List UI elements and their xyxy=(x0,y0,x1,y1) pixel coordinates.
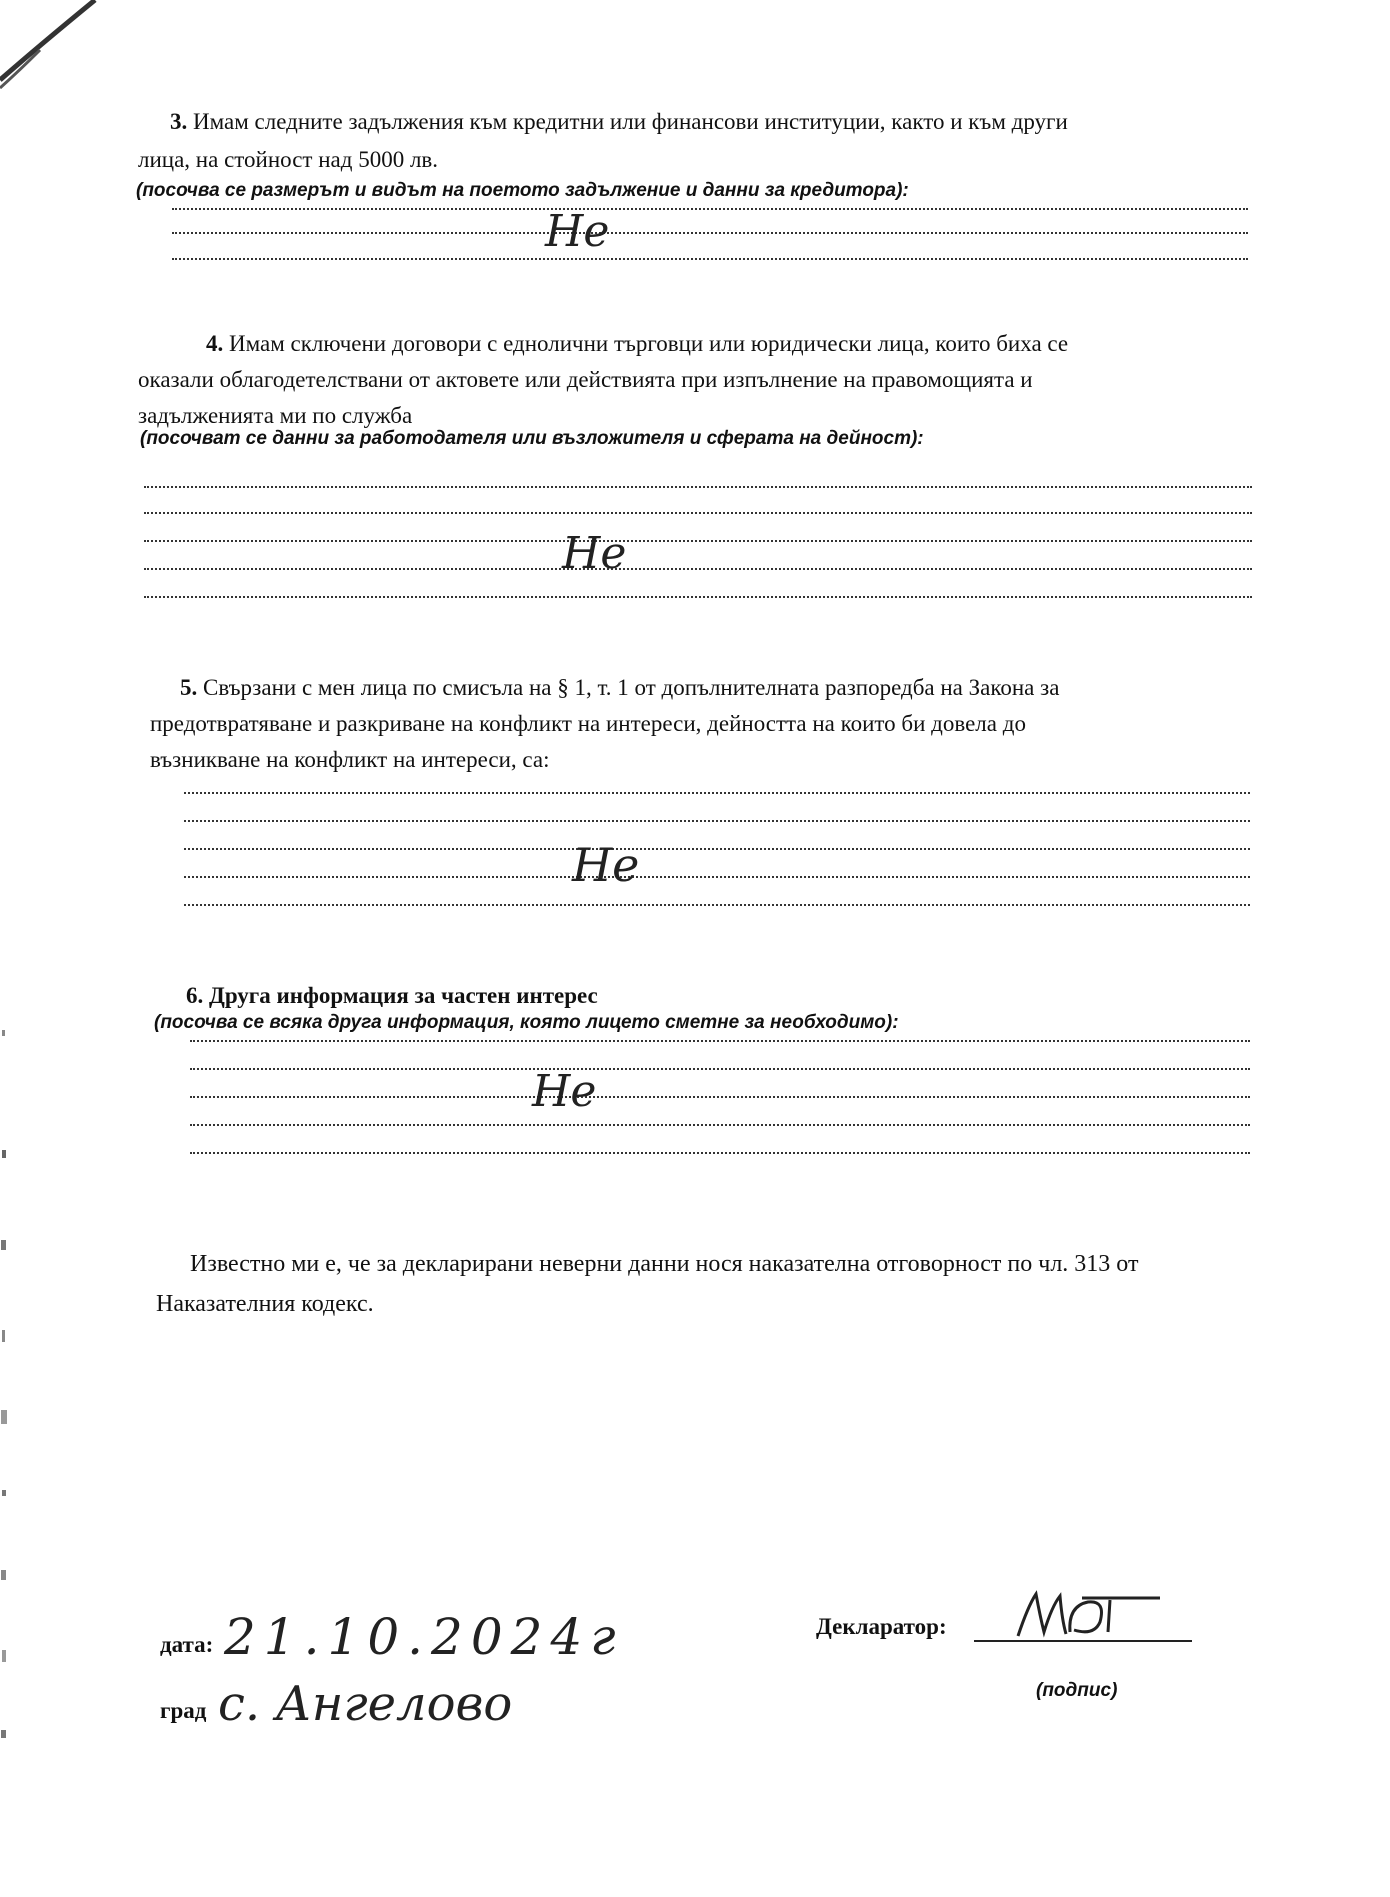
section-4-text-line2: оказали облагодетелствани от актовете или действията при изпълнение на правомощията и xyxy=(138,367,1033,392)
answer-line xyxy=(184,820,1250,822)
section-4-text-line3: задълженията ми по служба xyxy=(138,403,413,428)
date-value: 21.10.2024г xyxy=(224,1608,624,1666)
section-6-text-line1: 6. Друга информация за частен интерес xyxy=(186,983,598,1008)
section-5-answer: Не xyxy=(572,838,640,892)
section-4-text-line1: 4. Имам сключени договори с еднолични търговци или юридически лица, които биха се xyxy=(206,331,1069,356)
answer-line xyxy=(172,258,1248,260)
answer-line xyxy=(172,232,1248,234)
answer-line xyxy=(144,568,1252,570)
section-5-text-line3: възникване на конфликт на интереси, са: xyxy=(150,747,550,772)
answer-line xyxy=(184,792,1250,794)
answer-line xyxy=(184,904,1250,906)
answer-line xyxy=(190,1124,1250,1126)
section-3-text-line2: лица, на стойност над 5000 лв. xyxy=(138,147,439,172)
section-4-hint: (посочват се данни за работодателя или възложителя и сферата на дейност): xyxy=(140,428,924,449)
answer-line xyxy=(184,848,1250,850)
answer-line xyxy=(190,1096,1250,1098)
section-3-hint: (посочва се размерът и видът на поетото задължение и данни за кредитора): xyxy=(136,180,909,201)
section-6-hint: (посочва се всяка друга информация, която лицето сметне за необходимо): xyxy=(154,1012,899,1033)
scan-artifact xyxy=(0,0,120,90)
statement-line2: Наказателния кодекс. xyxy=(156,1291,374,1317)
city-label: град xyxy=(160,1698,207,1723)
signature-mark xyxy=(1010,1586,1170,1646)
date-label: дата: xyxy=(160,1632,214,1657)
signature-caption: (подпис) xyxy=(1036,1680,1118,1701)
answer-line xyxy=(144,512,1252,514)
declarant-label: Декларатор: xyxy=(816,1614,947,1639)
answer-line xyxy=(190,1040,1250,1042)
section-3-text-line1: 3. Имам следните задължения към кредитни или финансови институции, както и към други xyxy=(170,109,1068,134)
answer-line xyxy=(144,596,1252,598)
section-3-number: 3. xyxy=(170,109,188,134)
section-5-number: 5. xyxy=(180,675,198,700)
answer-line xyxy=(190,1068,1250,1070)
answer-line xyxy=(144,540,1252,542)
answer-line xyxy=(172,208,1248,210)
section-5-text-line2: предотвратяване и разкриване на конфликт на интереси, дейността на които би довела до xyxy=(150,711,1026,736)
answer-line xyxy=(144,486,1252,488)
answer-line xyxy=(184,876,1250,878)
section-5-text-line1: 5. Свързани с мен лица по смисъла на § 1, т. 1 от допълнителната разпоредба на Закона за xyxy=(180,675,1060,700)
scan-edge-noise xyxy=(0,1030,14,1830)
statement-line1: Известно ми е, че за декларирани неверни данни нося наказателна отговорност по чл. 313 от xyxy=(190,1251,1139,1277)
section-4-number: 4. xyxy=(206,331,224,356)
section-3-answer: Не xyxy=(545,206,610,257)
section-4-answer: Не xyxy=(562,528,627,579)
section-6-number: 6. xyxy=(186,983,204,1008)
section-6-answer: Не xyxy=(532,1066,597,1117)
answer-line xyxy=(190,1152,1250,1154)
city-value: с. Ангелово xyxy=(218,1676,513,1732)
